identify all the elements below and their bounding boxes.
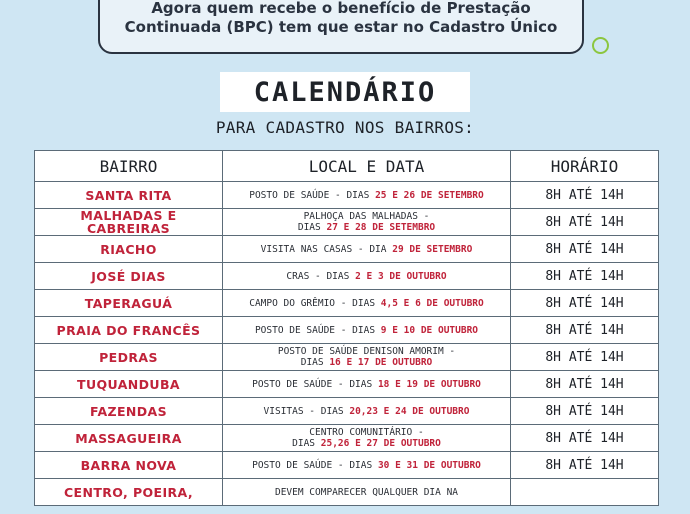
- local-text: PALHOÇA DAS MALHADAS -: [303, 211, 430, 222]
- local-line: [226, 244, 507, 255]
- bairro-name: TAPERAGUÁ: [84, 295, 173, 311]
- date-text: 27 E 28 DE SETEMBRO: [326, 222, 436, 233]
- local-data-cell: [223, 344, 511, 371]
- date-text: 4,5 E 6 DE OUTUBRO: [380, 297, 484, 309]
- local-text: DEVEM COMPARECER QUALQUER DIA NA: [274, 486, 459, 498]
- local-line: [226, 357, 507, 368]
- calendar-table: [34, 150, 659, 506]
- local-data-cell: [223, 317, 511, 344]
- local-data-cell: [223, 398, 511, 425]
- horario-cell: 8H ATÉ 14H: [511, 371, 659, 398]
- bairro-name: CENTRO, POEIRA,: [63, 484, 194, 500]
- table-row: [35, 263, 659, 290]
- title-box: [220, 72, 470, 112]
- local-text: CAMPO DO GRÊMIO - DIAS: [249, 297, 381, 309]
- table-row: [35, 317, 659, 344]
- table-body: [35, 182, 659, 506]
- local-line: [226, 298, 507, 309]
- bairro-cell: [35, 344, 223, 371]
- local-text: DIAS: [297, 222, 327, 233]
- local-text: POSTO DE SAÚDE - DIAS: [254, 324, 381, 336]
- table-row: [35, 290, 659, 317]
- circle-decoration-icon: [592, 37, 609, 54]
- local-line: [226, 211, 507, 222]
- horario-cell: 8H ATÉ 14H: [511, 182, 659, 209]
- local-line: [226, 190, 507, 201]
- bairro-cell: [35, 209, 223, 236]
- bairro-name: TUQUANDUBA: [77, 376, 180, 392]
- bairro-cell: [35, 290, 223, 317]
- local-text: DIAS: [292, 438, 321, 449]
- local-data-cell: [223, 290, 511, 317]
- horario-cell: 8H ATÉ 14H: [511, 317, 659, 344]
- date-text: 16 E 17 DE OUTUBRO: [329, 357, 433, 368]
- table-row: [35, 479, 659, 506]
- horario-cell: 8H ATÉ 14H: [511, 263, 659, 290]
- bairro-cell: [35, 398, 223, 425]
- date-text: 9 E 10 DE OUTUBRO: [380, 324, 479, 336]
- local-line: [226, 379, 507, 390]
- bairro-cell: [35, 479, 223, 506]
- local-line: [226, 346, 507, 357]
- table-row: [35, 452, 659, 479]
- date-text: 30 E 31 DE OUTUBRO: [377, 459, 481, 471]
- bairro-name: SANTA RITA: [85, 187, 172, 203]
- bairro-name: PEDRAS: [99, 349, 158, 365]
- table-row: [35, 398, 659, 425]
- horario-cell: 8H ATÉ 14H: [511, 398, 659, 425]
- date-text: 20,23 E 24 DE OUTUBRO: [349, 405, 470, 417]
- local-text: POSTO DE SAÚDE - DIAS: [252, 459, 378, 471]
- bairro-cell: [35, 317, 223, 344]
- local-text: POSTO DE SAÚDE - DIAS: [252, 378, 378, 390]
- date-text: 25,26 E 27 DE OUTUBRO: [320, 438, 441, 449]
- date-text: 25 E 26 DE SETEMBRO: [375, 189, 484, 201]
- horario-cell: 8H ATÉ 14H: [511, 344, 659, 371]
- bairro-name: FAZENDAS: [89, 403, 168, 419]
- horario-cell: 8H ATÉ 14H: [511, 236, 659, 263]
- local-text: DIAS: [300, 357, 330, 368]
- horario-cell: 8H ATÉ 14H: [511, 452, 659, 479]
- table-header-row: [35, 151, 659, 182]
- banner-line-2: Continuada (BPC) tem que estar no Cadastro Único: [124, 18, 558, 36]
- header-horario: HORÁRIO: [511, 151, 659, 182]
- local-text: VISITA NAS CASAS - DIA: [260, 243, 393, 255]
- bairro-cell: [35, 182, 223, 209]
- header-local-e-data: LOCAL E DATA: [223, 151, 511, 182]
- info-banner: [98, 0, 584, 54]
- bairro-cell: [35, 263, 223, 290]
- local-text: VISITAS - DIAS: [263, 405, 350, 417]
- local-data-cell: [223, 263, 511, 290]
- bairro-name: CABREIRAS: [86, 221, 171, 236]
- local-data-cell: [223, 209, 511, 236]
- local-text: CRAS - DIAS: [286, 270, 356, 282]
- local-data-cell: [223, 425, 511, 452]
- page-title: CALENDÁRIO: [253, 76, 437, 108]
- bairro-name: MALHADAS E: [80, 208, 177, 223]
- local-text: POSTO DE SAÚDE - DIAS: [249, 189, 376, 201]
- bairro-name: BARRA NOVA: [80, 457, 177, 473]
- horario-cell: [511, 479, 659, 506]
- local-line: [226, 487, 507, 498]
- date-text: 18 E 19 DE OUTUBRO: [377, 378, 481, 390]
- bairro-cell: [35, 452, 223, 479]
- local-line: [226, 325, 507, 336]
- table-row: [35, 425, 659, 452]
- bairro-cell: [35, 236, 223, 263]
- page-subtitle: PARA CADASTRO NOS BAIRROS:: [215, 118, 475, 137]
- horario-cell: 8H ATÉ 14H: [511, 290, 659, 317]
- table-row: [35, 236, 659, 263]
- local-data-cell: [223, 371, 511, 398]
- local-line: [226, 427, 507, 438]
- bairro-cell: [35, 425, 223, 452]
- header-bairro: BAIRRO: [35, 151, 223, 182]
- table-row: [35, 344, 659, 371]
- local-data-cell: [223, 182, 511, 209]
- table-row: [35, 371, 659, 398]
- horario-cell: 8H ATÉ 14H: [511, 209, 659, 236]
- local-line: [226, 222, 507, 233]
- local-line: [226, 406, 507, 417]
- date-text: 2 E 3 DE OUTUBRO: [355, 270, 447, 282]
- date-text: 29 DE SETEMBRO: [392, 243, 473, 255]
- local-line: [226, 271, 507, 282]
- local-text: POSTO DE SAÚDE DENISON AMORIM -: [277, 346, 456, 357]
- bairro-name: PRAIA DO FRANCÊS: [56, 322, 201, 338]
- bairro-name: JOSÉ DIAS: [91, 268, 166, 284]
- local-data-cell: [223, 479, 511, 506]
- local-data-cell: [223, 236, 511, 263]
- local-line: [226, 460, 507, 471]
- horario-cell: 8H ATÉ 14H: [511, 425, 659, 452]
- bairro-name: RIACHO: [100, 241, 157, 257]
- bairro-name: MASSAGUEIRA: [75, 430, 182, 446]
- table-row: [35, 182, 659, 209]
- local-data-cell: [223, 452, 511, 479]
- local-line: [226, 438, 507, 449]
- bairro-cell: [35, 371, 223, 398]
- local-text: CENTRO COMUNITÁRIO -: [309, 427, 424, 438]
- table-row: [35, 209, 659, 236]
- banner-line-1: Agora quem recebe o benefício de Prestação: [151, 0, 531, 17]
